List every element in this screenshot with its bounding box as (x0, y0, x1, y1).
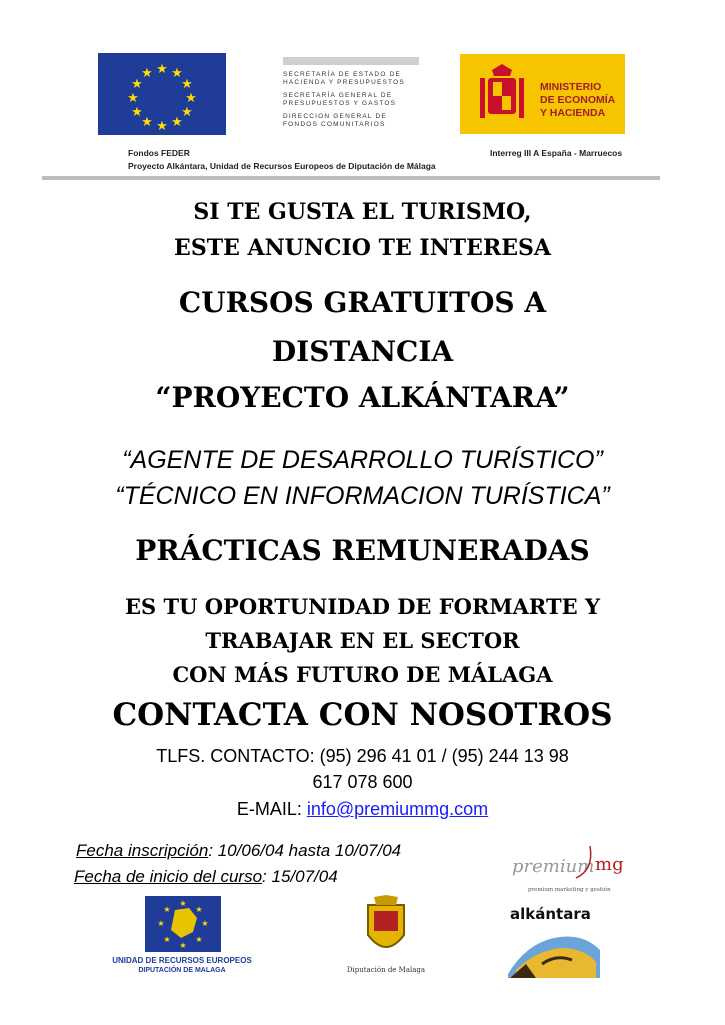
gov-line-3: DIRECCION GENERAL DE FONDOS COMUNITARIOS (283, 113, 387, 128)
phone-numbers: TLFS. CONTACTO: (95) 296 41 01 / (95) 244 13 98 (156, 746, 569, 766)
header-divider (42, 176, 660, 180)
svg-text:★: ★ (127, 91, 139, 106)
premium-mg-logo (510, 850, 635, 893)
ministry-text (540, 81, 615, 120)
gov-secretaria-block (283, 57, 419, 137)
alkantara-landscape-icon (506, 924, 602, 980)
diputacion-label: Diputación de Malaga (346, 966, 426, 974)
title-line-2: DISTANCIA (271, 335, 454, 368)
svg-text:★: ★ (181, 105, 193, 120)
eu-map-icon (145, 896, 221, 952)
svg-text:★: ★ (185, 91, 197, 106)
fecha-inscripcion-label: Fecha inscripción (76, 841, 209, 860)
premium-text: premium (512, 856, 595, 877)
fecha-inicio-label: Fecha de inicio del curso (74, 867, 263, 886)
headline-line-2: ESTE ANUNCIO TE INTERESA (174, 235, 551, 261)
svg-text:★: ★ (157, 919, 165, 928)
ministry-line-1: MINISTERIO (540, 81, 602, 93)
fecha-inscripcion (76, 841, 401, 861)
ministry-logo (460, 54, 625, 134)
eu-flag-logo (98, 53, 226, 135)
svg-text:★: ★ (179, 899, 187, 908)
unidad-eu-flag-logo (145, 896, 221, 952)
fecha-inicio (74, 867, 338, 887)
opportunity-line-3: CON MÁS FUTURO DE MÁLAGA (172, 662, 553, 687)
svg-text:★: ★ (131, 77, 143, 92)
diputacion-shield-icon (360, 895, 412, 961)
opportunity-line-2: TRABAJAR EN EL SECTOR (205, 628, 520, 653)
course-1: “AGENTE DE DESARROLLO TURÍSTICO” (122, 446, 603, 474)
email-label: E-MAIL: (236, 799, 307, 819)
title-line-1: CURSOS GRATUITOS A (178, 286, 547, 319)
mobile-number: 617 078 600 (312, 772, 413, 792)
svg-text:★: ★ (195, 935, 203, 944)
spain-coat-of-arms-icon (480, 64, 524, 126)
svg-text:★: ★ (141, 115, 153, 130)
eu-stars-icon (98, 53, 226, 135)
svg-text:★: ★ (179, 941, 187, 950)
unidad-line-2: DIPUTACIÓN DE MALAGA (138, 967, 226, 974)
email-link[interactable]: info@premiummg.com (306, 799, 489, 819)
svg-text:★: ★ (181, 77, 193, 92)
course-2: “TÉCNICO EN INFORMACION TURÍSTICA” (115, 482, 610, 510)
premium-swoosh-icon (570, 844, 596, 884)
svg-text:★: ★ (163, 935, 171, 944)
svg-text:★: ★ (131, 105, 143, 120)
practicas-heading: PRÁCTICAS REMUNERADAS (135, 534, 590, 567)
fondos-feder-label: Fondos FEDER (128, 148, 190, 158)
premium-subtitle: premium marketing y gestión (528, 887, 611, 893)
unidad-line-1: UNIDAD DE RECURSOS EUROPEOS (112, 956, 252, 965)
ministry-line-3: Y HACIENDA (540, 107, 606, 119)
svg-text:★: ★ (163, 905, 171, 914)
svg-text:★: ★ (195, 905, 203, 914)
gov-line-1: SECRETARÍA DE ESTADO DE HACIENDA Y PRESUPUESTOS (283, 71, 405, 86)
ministry-line-2: DE ECONOMÍA (540, 94, 616, 106)
interreg-label: Interreg III A España - Marruecos (490, 148, 623, 158)
svg-text:★: ★ (156, 62, 168, 77)
contacta-heading: CONTACTA CON NOSOTROS (112, 697, 613, 733)
svg-text:★: ★ (141, 66, 153, 81)
headline-line-1: SI TE GUSTA EL TURISMO, (193, 199, 532, 225)
gov-line-2: SECRETARÍA GENERAL DE PRESUPUESTOS Y GASTOS (283, 92, 397, 107)
fecha-inscripcion-value: : 10/06/04 hasta 10/07/04 (208, 841, 402, 860)
fecha-inicio-value: : 15/07/04 (262, 867, 338, 886)
gov-bar (283, 57, 419, 65)
title-line-3: “PROYECTO ALKÁNTARA” (155, 381, 570, 414)
svg-text:★: ★ (156, 119, 168, 134)
svg-text:★: ★ (201, 919, 209, 928)
email-line (0, 799, 725, 820)
svg-text:★: ★ (171, 66, 183, 81)
mg-text: mg (595, 854, 624, 875)
svg-text:★: ★ (171, 115, 183, 130)
proyecto-alkantara-label: Proyecto Alkántara, Unidad de Recursos Europeos de Diputación de Málaga (128, 161, 436, 171)
alkantara-title: alkántara (510, 905, 591, 923)
opportunity-line-1: ES TU OPORTUNIDAD DE FORMARTE Y (125, 594, 600, 619)
